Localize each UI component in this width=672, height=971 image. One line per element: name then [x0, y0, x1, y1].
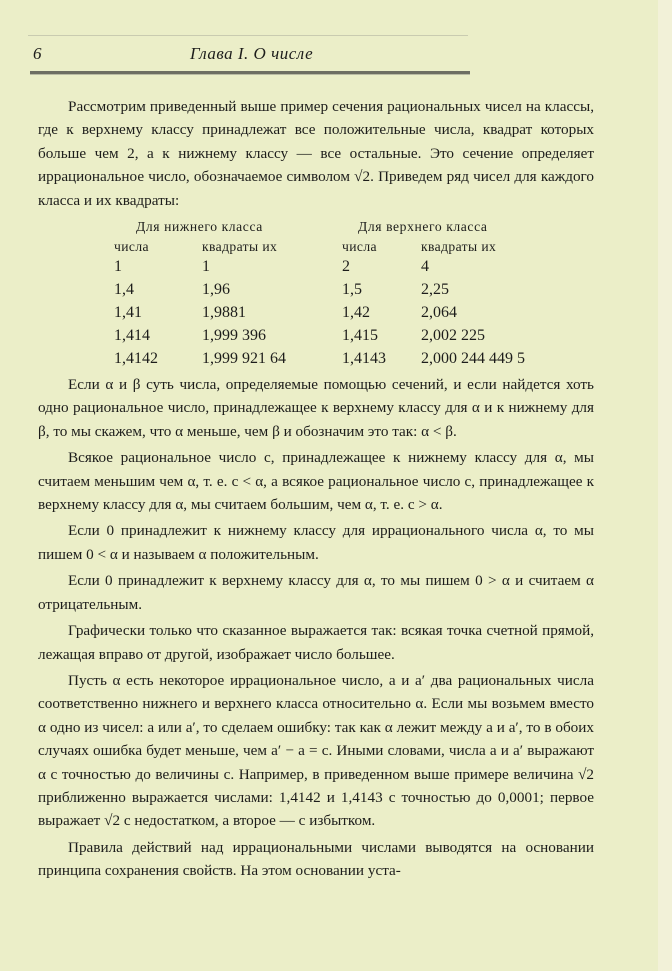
col-header-squares-upper: квадраты их	[421, 239, 497, 255]
table-cell: 1,999 921 64	[202, 350, 286, 368]
paragraph-8: Правила действий над иррациональными числами выводятся на основании принципа сохранения свойств. На этом основании уста-	[38, 838, 594, 880]
table-cell: 1,999 396	[202, 327, 266, 345]
table-cell: 2,000 244 449 5	[421, 350, 525, 368]
group-header-lower: Для нижнего класса	[136, 219, 263, 235]
table-cell: 1,41	[114, 304, 142, 322]
page-header	[30, 44, 470, 68]
table-cell: 2,002 225	[421, 327, 485, 345]
table-cell: 1,415	[342, 327, 378, 345]
squares-table	[38, 215, 594, 368]
paragraph-4: Если 0 принадлежит к нижнему классу для иррационального числа α, то мы пишем 0 < α и называем α положительным.	[38, 522, 594, 563]
table-cell: 2	[342, 258, 350, 276]
table-cell: 2,064	[421, 304, 457, 322]
paragraph-6: Графически только что сказанное выражается так: всякая точка счетной прямой, лежащая вправо от другой, изображает число большее.	[38, 622, 594, 663]
paragraph-2: Если α и β суть числа, определяемые помощью сечений, и если найдется хоть одно рациональное число, принадлежащее к верхнему классу для α и к нижнему для β, то мы скажем, что α меньше, чем β и обозначим это так: α < β.	[38, 376, 594, 440]
page-number: 6	[33, 44, 42, 63]
col-header-numbers-lower: числа	[114, 239, 149, 255]
running-head: Глава I. О числе	[190, 44, 314, 63]
table-row	[38, 278, 598, 300]
page-body	[38, 95, 594, 883]
table-cell: 1,4142	[114, 350, 158, 368]
paragraph-1: Рассмотрим приведенный выше пример сечения рациональных чисел на классы, где к верхнему классу принадлежат все положительные числа, квадрат которых больше чем 2, а к нижнему классу — все остальные. Это сечение определяет иррациональное число, обозначаемое символом √2. Приведем ряд чисел для каждого класса и их квадраты:	[38, 98, 594, 209]
table-cell: 1,4143	[342, 350, 386, 368]
table-cell: 1	[114, 258, 122, 276]
col-header-squares-lower: квадраты их	[202, 239, 278, 255]
table-cell: 1,4	[114, 281, 134, 299]
table-cell: 4	[421, 258, 429, 276]
table-cell: 2,25	[421, 281, 449, 299]
table-cell: 1	[202, 258, 210, 276]
page-edge	[658, 0, 672, 971]
table-row	[38, 255, 598, 277]
table-cell: 1,42	[342, 304, 370, 322]
header-rule-thin	[30, 74, 470, 75]
table-row	[38, 301, 598, 323]
paragraph-3: Всякое рациональное число c, принадлежащее к нижнему классу для α, мы считаем меньшим чем α, т. е. c < α, а всякое рациональное число c, принадлежащее к верхнему классу для α, мы считаем большим, чем α, т. е. c > α.	[38, 449, 594, 514]
table-row	[38, 324, 598, 346]
paragraph-7: Пусть α есть некоторое иррациональное число, a и a′ два рациональных числа соответственно нижнего и верхнего класса относительно α. Если мы возьмем вместо α одно из чисел: a или a′, то сделаем ошибку: так как α лежит между a и a′, то в обоих случаях ошибка будет меньше, чем a′ − a = c. Иными словами, числа a и a′ выражают α с точностью до величины c. Например, в приведенном выше примере величина √2 приближенно выражается числами: 1,4142 и 1,4143 с точностью до 0,0001; первое выражает √2 с недостатком, а второе — с избытком.	[38, 671, 594, 830]
col-header-numbers-upper: числа	[342, 239, 377, 255]
paragraph-5: Если 0 принадлежит к верхнему классу для α, то мы пишем 0 > α и считаем α отрицательным.	[38, 572, 594, 613]
table-cell: 1,5	[342, 281, 362, 299]
table-cell: 1,414	[114, 327, 150, 345]
table-cell: 1,96	[202, 281, 230, 299]
table-row	[38, 347, 598, 369]
table-cell: 1,9881	[202, 304, 246, 322]
group-header-upper: Для верхнего класса	[358, 219, 488, 235]
top-rule	[28, 35, 468, 36]
